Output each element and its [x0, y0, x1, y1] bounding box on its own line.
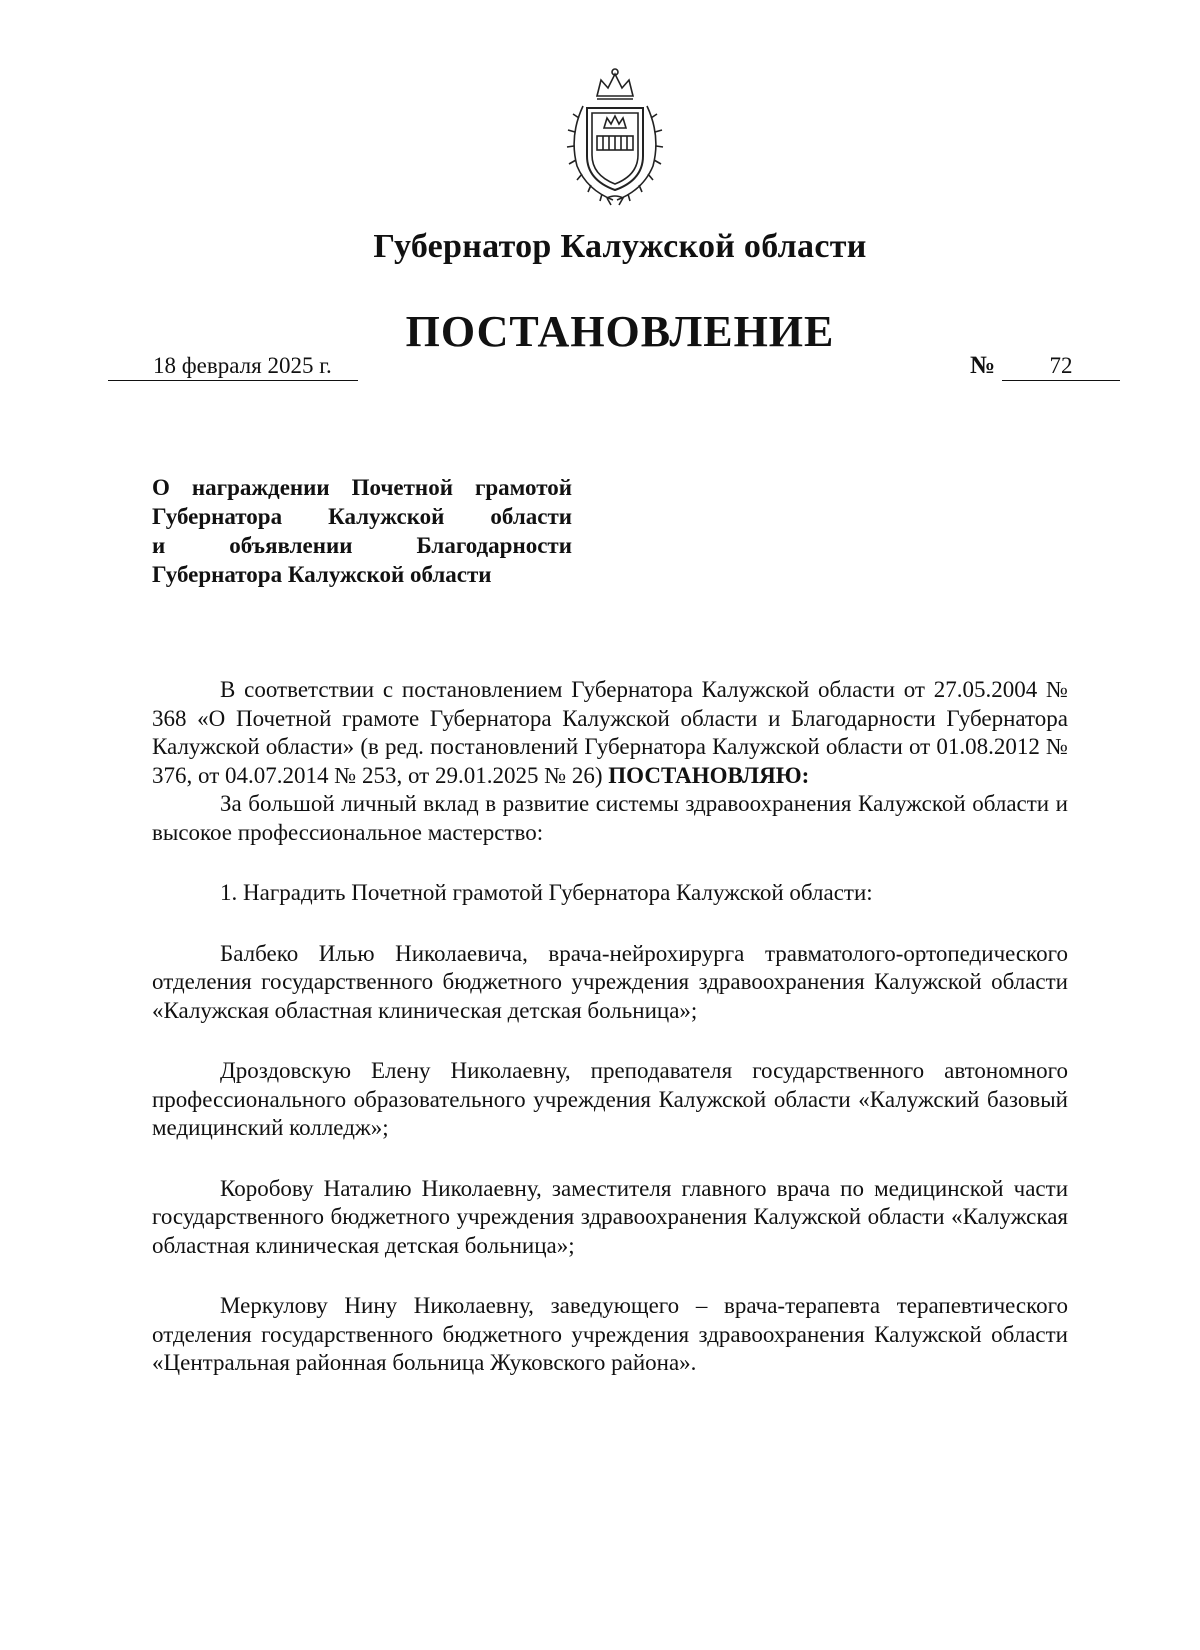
recipient-paragraph: Дроздовскую Елену Николаевну, преподавателя государственного автономного профессионального образовательного учреждения Калужской области «Калужский базовый медицинский колледж»;	[152, 1058, 1068, 1140]
subject-line: Губернатора Калужской области	[152, 504, 572, 529]
subject-line: Губернатора Калужской области	[152, 562, 492, 587]
kaluga-coat-of-arms-icon	[557, 66, 673, 206]
recipient-paragraph: Коробову Наталию Николаевну, заместителя главного врача по медицинской части государственного бюджетного учреждения здравоохранения Калужской области «Калужская областная клиническая детская больница»;	[152, 1175, 1068, 1258]
document-number-label: №	[970, 352, 996, 379]
subject-line: О награждении Почетной грамотой	[152, 475, 572, 500]
item-1-heading: 1. Наградить Почетной грамотой Губернатора Калужской области:	[220, 880, 873, 905]
preamble-paragraph	[152, 676, 1068, 790]
recipient-paragraph: Балбеко Илью Николаевича, врача-нейрохирурга травматолого-ортопедического отделения государственного бюджетного учреждения здравоохранения Калужской области «Калужская областная клиническая детская больница»;	[152, 940, 1068, 1023]
reason-paragraph: За большой личный вклад в развитие системы здравоохранения Калужской области и высокое профессиональное мастерство:	[152, 791, 1068, 845]
subject-line: и объявлении Благодарности	[152, 533, 572, 558]
recipient-paragraph: Меркулову Нину Николаевну, заведующего – врача-терапевта терапевтического отделения государственного бюджетного учреждения здравоохранения Калужской области «Центральная районная больница Жуковского района».	[152, 1293, 1068, 1375]
document-date: 18 февраля 2025 г.	[108, 352, 358, 381]
document-subject	[152, 473, 572, 589]
document-body	[152, 676, 1068, 1378]
document-type: ПОСТАНОВЛЕНИЕ	[405, 307, 835, 356]
decree-word: ПОСТАНОВЛЯЮ:	[608, 762, 810, 788]
issuing-authority: Губернатор Калужской области	[373, 228, 867, 265]
document-number: 72	[1002, 352, 1120, 381]
preamble-text: В соответствии с постановлением Губернатора Калужской области от 27.05.2004 № 368 «О Почетной грамоте Губернатора Калужской области и Благодарности Губернатора Калужской области» (в ред. постановлений Губернатора Калужской области от 01.08.2012 № 376, от 04.07.2014 № 253, от 29.01.2025 № 26)	[152, 677, 1068, 788]
